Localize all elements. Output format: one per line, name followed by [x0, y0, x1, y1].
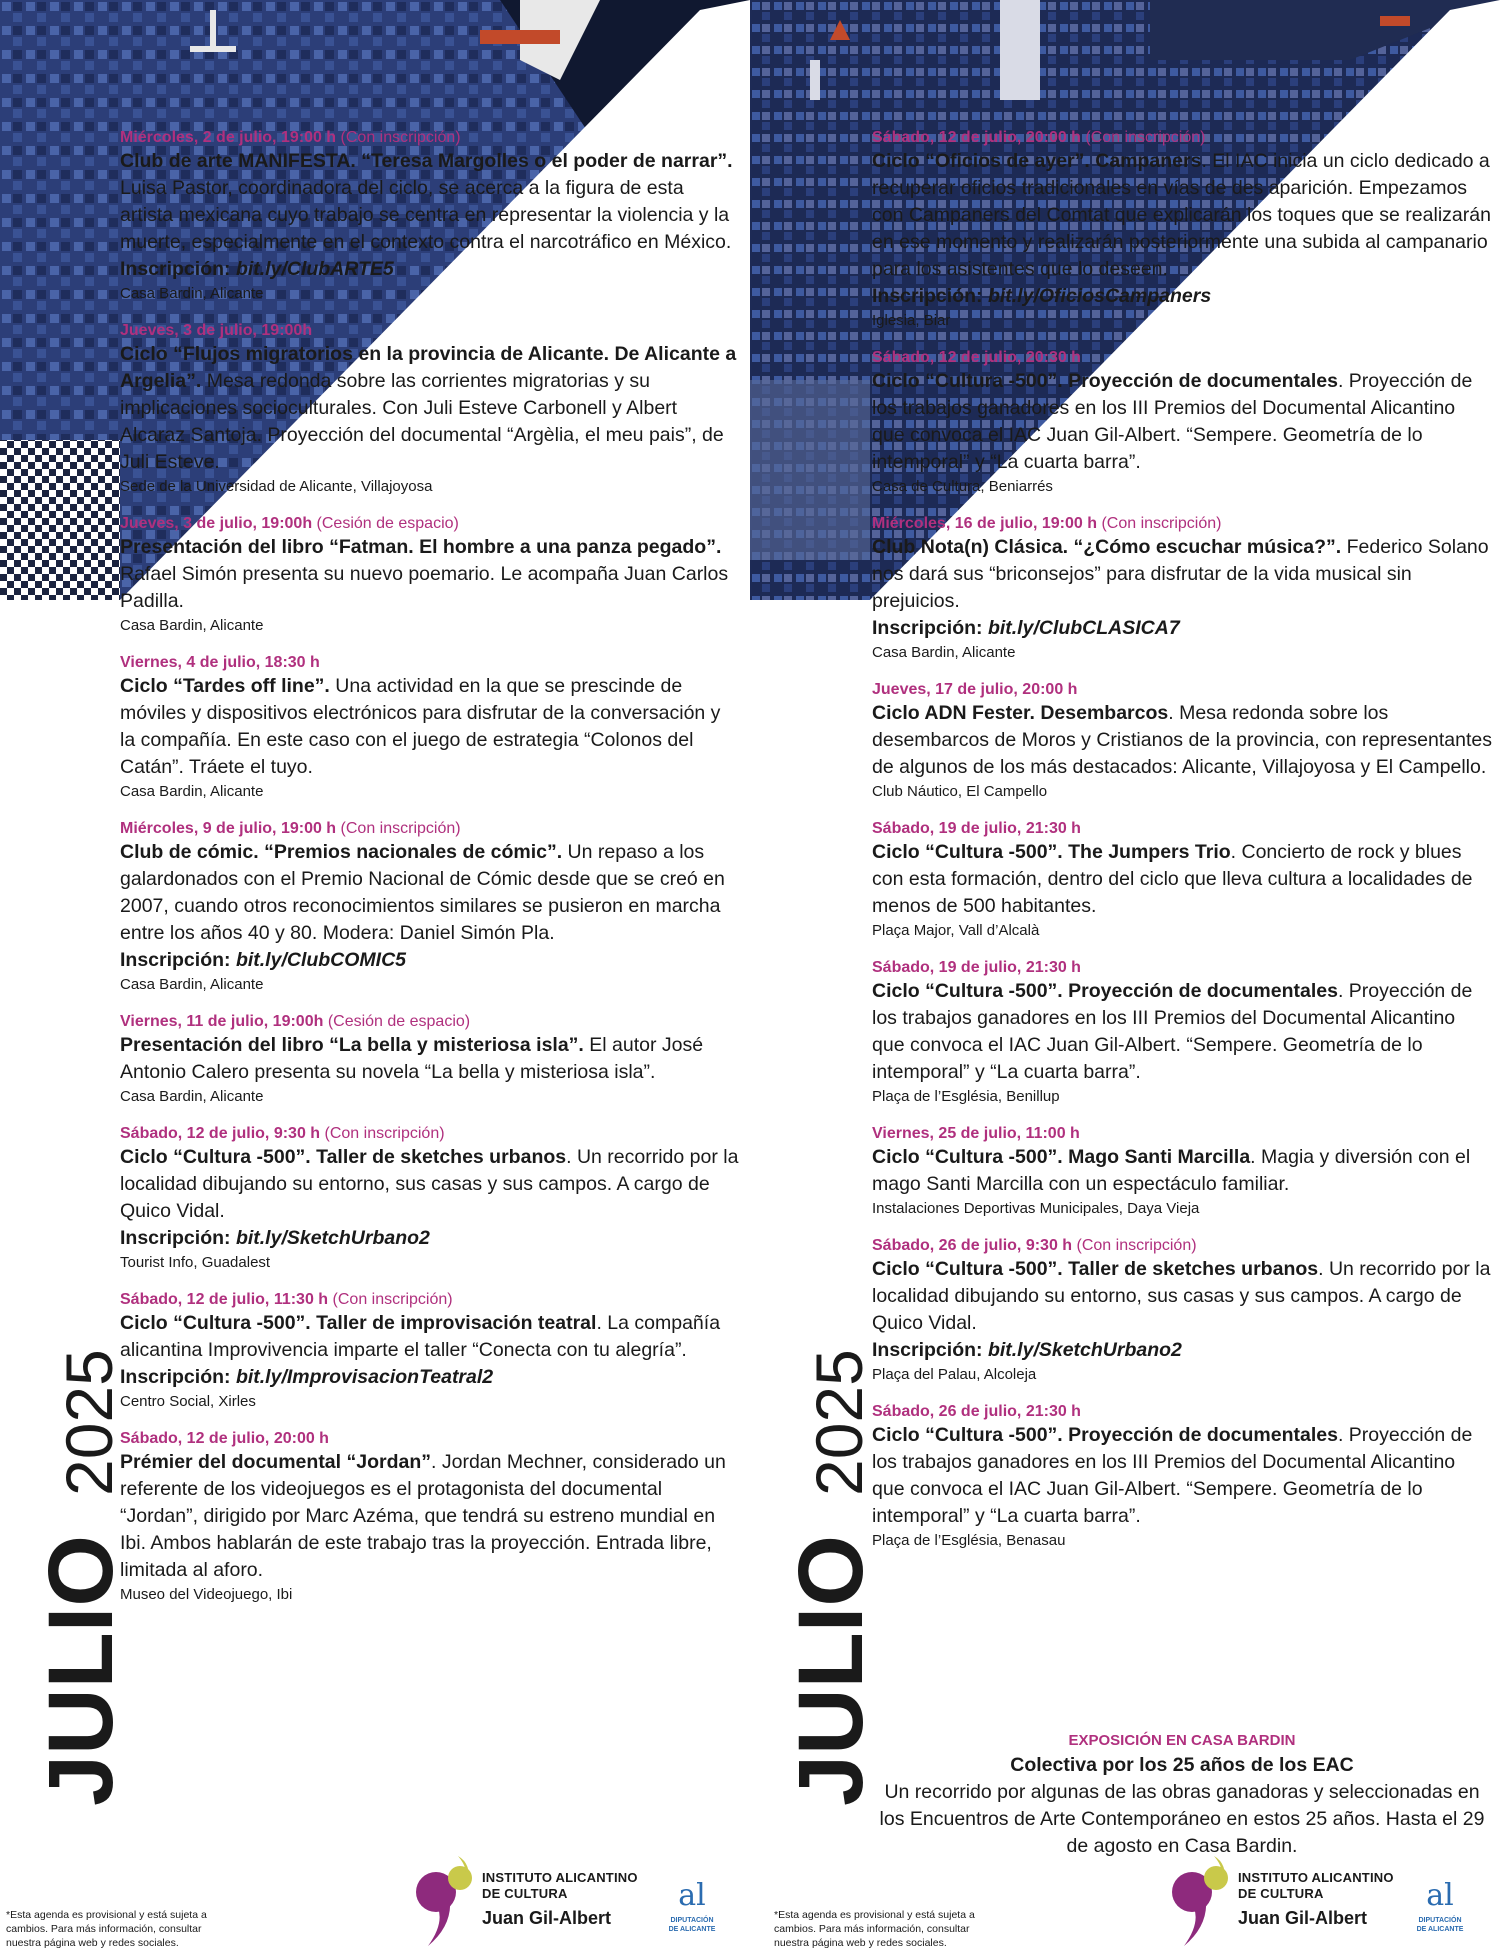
event-title: Ciclo “Cultura -500”. The Jumpers Trio [872, 841, 1231, 863]
event-location: Casa Bardin, Alicante [120, 976, 264, 993]
event-description [120, 534, 740, 615]
event-location: Casa Bardin, Alicante [872, 644, 1016, 661]
event-title: Ciclo “Cultura -500”. Taller de improvisación teatral [120, 1312, 597, 1334]
diputacion-text1: DIPUTACIÓN [1418, 1917, 1462, 1924]
diputacion-mark: al [1426, 1878, 1454, 1913]
footnote: *Esta agenda es provisional y está sujeta a cambios. Para más información, consultar nuestra página web y redes sociales. [6, 1909, 207, 1949]
event-location: Tourist Info, Guadalest [120, 1254, 271, 1271]
event-date: Sábado, 19 de julio, 21:30 h [872, 820, 1081, 837]
event-item [120, 128, 740, 304]
iac-logo [1170, 1848, 1400, 1948]
event-location: Casa Bardin, Alicante [120, 285, 264, 302]
year-label: 2025 [802, 1349, 876, 1496]
diputacion-logo [1410, 1876, 1470, 1946]
exhibition-heading: EXPOSICIÓN EN CASA BARDIN [1068, 1732, 1296, 1749]
event-body: Federico Solano nos dará sus “briconsejos” para disfrutar de la vida musical sin prejuicios. [872, 536, 1489, 612]
event-description [120, 839, 740, 947]
iac-logo-mark-icon [1170, 1856, 1240, 1948]
event-date: Sábado, 26 de julio, 9:30 h (Con inscripción) [872, 1237, 1197, 1254]
registration-link[interactable]: bit.ly/ClubCOMIC5 [235, 949, 407, 971]
event-description [120, 148, 740, 256]
diputacion-text2: DE ALICANTE [668, 1926, 716, 1933]
event-title: Ciclo “Cultura -500”. Proyección de documentales [872, 980, 1338, 1002]
event-date: Sábado, 12 de julio, 9:30 h (Con inscripción) [120, 1125, 445, 1142]
event-description [120, 1032, 740, 1086]
registration-link[interactable]: bit.ly/ClubCLASICA7 [987, 617, 1180, 639]
event-item [872, 1402, 1492, 1551]
event-title: Presentación del libro “La bella y misteriosa isla”. [120, 1034, 584, 1056]
event-date: Sábado, 26 de julio, 21:30 h [872, 1403, 1081, 1420]
event-description [872, 1256, 1492, 1337]
exhibition-title: Colectiva por los 25 años de los EAC [1010, 1754, 1354, 1776]
event-registration: Inscripción: bit.ly/ClubCOMIC5 [120, 949, 407, 971]
registration-link[interactable]: bit.ly/ImprovisacionTeatral2 [235, 1366, 494, 1388]
event-item [872, 819, 1492, 941]
diputacion-mark: al [678, 1878, 706, 1913]
event-item [872, 1124, 1492, 1219]
event-item [120, 1012, 740, 1107]
event-body: . Jordan Mechner, considerado un referente de los videojuegos es el protagonista del documental “Jordan”, dirigido por Marc Azéma, que tendrá su estreno mundial en Ibi. Ambos hablarán de este trabajo tras la proyección. Entrada libre, limitada al aforo. [120, 1451, 726, 1581]
event-location: Plaça de l’Església, Benasau [872, 1532, 1066, 1549]
diputacion-text2: DE ALICANTE [1416, 1926, 1464, 1933]
event-location: Plaça de l’Església, Benillup [872, 1088, 1060, 1105]
event-body: . Un recorrido por la localidad dibujando su entorno, sus casas y sus campos. A cargo de Quico Vidal. [120, 1146, 739, 1222]
month-label: JULIO [30, 1535, 132, 1806]
event-note: (Con inscripción) [1085, 129, 1206, 146]
event-date: Sábado, 12 de julio, 11:30 h (Con inscripción) [120, 1291, 453, 1308]
event-date: Jueves, 3 de julio, 19:00h (Cesión de espacio) [120, 515, 459, 532]
exhibition-block [872, 1730, 1492, 1860]
event-item [872, 1236, 1492, 1385]
event-title: Club de arte MANIFESTA. “Teresa Margolles o el poder de narrar”. [120, 150, 733, 172]
event-item [120, 321, 740, 497]
event-body: . Proyección de los trabajos ganadores en los III Premios del Documental Alicantino que convoca el IAC Juan Gil-Albert. “Sempere. Geometría de lo intemporal” y “La cuarta barra”. [872, 980, 1473, 1083]
logo-text-line1: INSTITUTO ALICANTINO DE CULTURA [1238, 1870, 1394, 1901]
event-title: Ciclo “Oficios de ayer”. Campaners [872, 150, 1202, 172]
event-title: Ciclo “Flujos migratorios en la provincia de Alicante. De Alicante a Argelia”. [120, 343, 737, 392]
event-body: Rafael Simón presenta su nuevo poemario. Le acompaña Juan Carlos Padilla. [120, 563, 729, 612]
event-title: Club de cómic. “Premios nacionales de cómic”. [120, 841, 563, 863]
event-body: . Magia y diversión con el mago Santi Marcilla con un espectáculo familiar. [872, 1146, 1471, 1195]
event-description [872, 978, 1492, 1086]
event-body: Un repaso a los galardonados con el Premio Nacional de Cómic desde que se creó en 2007, cuando otros reconocimientos similares se pusieron en marcha entre los años 40 y 80. Modera: Daniel Simón Pla. [120, 841, 725, 944]
event-body: Una actividad en la que se prescinde de móviles y dispositivos electrónicos para disfrutar de la conversación y la compañía. En este caso con el juego de estrategia “Colonos del Catán”. Tráete el tuyo. [120, 675, 721, 778]
event-description [872, 1144, 1492, 1198]
event-location: Casa Bardin, Alicante [120, 617, 264, 634]
event-title: Ciclo “Cultura -500”. Mago Santi Marcilla [872, 1146, 1251, 1168]
event-title: Club Nota(n) Clásica. “¿Cómo escuchar música?”. [872, 536, 1342, 558]
logo-text-line3: Juan Gil-Albert [482, 1908, 612, 1928]
event-item [120, 1124, 740, 1273]
event-body: Mesa redonda sobre las corrientes migratorias y su implicaciones socioculturales. Con Juli Esteve Carbonell y Albert Alcaraz Santoja. Proyección del documental “Argèlia, el meu pais”, de Juli Esteve. [120, 370, 724, 473]
event-note: (Con inscripción) [340, 129, 461, 146]
event-description [872, 368, 1492, 476]
event-body: . El IAC inicia un ciclo dedicado a recuperar oficios tradicionales en vías de des aparición. Empezamos con Campaners del Comtat que explicarán los toques que se realizarán en ese momento y realizarán posteriormente una subida al campanario para los asistentes que lo deseen. [872, 150, 1491, 280]
event-description [120, 1310, 740, 1364]
event-item [872, 348, 1492, 497]
footnote: *Esta agenda es provisional y está sujeta a cambios. Para más información, consultar nuestra página web y redes sociales. [774, 1909, 975, 1949]
event-date: Viernes, 4 de julio, 18:30 h [120, 654, 320, 671]
event-note: (Con inscripción) [1076, 1237, 1197, 1254]
event-date: Miércoles, 16 de julio, 19:00 h (Con inscripción) [872, 515, 1222, 532]
year-label: 2025 [52, 1349, 126, 1496]
event-title: Presentación del libro “Fatman. El hombre a una panza pegado”. [120, 536, 722, 558]
vertical-month-title [30, 1349, 132, 1806]
right-event-list [872, 128, 1492, 1568]
event-description [120, 341, 740, 476]
event-title: Ciclo “Cultura -500”. Taller de sketches urbanos [872, 1258, 1319, 1280]
event-body: El autor José Antonio Calero presenta su novela “La bella y misteriosa isla”. [120, 1034, 704, 1083]
iac-logo [414, 1848, 644, 1948]
event-registration: Inscripción: bit.ly/ClubARTE5 [120, 258, 394, 280]
event-title: Ciclo ADN Fester. Desembarcos [872, 702, 1169, 724]
event-location: Club Náutico, El Campello [872, 783, 1048, 800]
event-item [120, 819, 740, 995]
event-body: . Concierto de rock y blues con esta formación, dentro del ciclo que lleva cultura a localidades de menos de 500 habitantes. [872, 841, 1473, 917]
diputacion-text1: DIPUTACIÓN [670, 1917, 714, 1924]
event-item [872, 514, 1492, 663]
event-description [120, 673, 740, 781]
event-date: Jueves, 3 de julio, 19:00h [120, 322, 313, 339]
logo-text-line3: Juan Gil-Albert [1238, 1908, 1368, 1928]
event-item [872, 128, 1492, 331]
event-note: (Con inscripción) [324, 1125, 445, 1142]
registration-link[interactable]: bit.ly/SketchUrbano2 [987, 1339, 1182, 1361]
event-description [120, 1144, 740, 1225]
event-registration: Inscripción: bit.ly/ImprovisacionTeatral2 [120, 1366, 494, 1388]
event-description [872, 534, 1492, 615]
event-body: . Proyección de los trabajos ganadores en los III Premios del Documental Alicantino que convoca el IAC Juan Gil-Albert. “Sempere. Geometría de lo intemporal” y “La cuarta barra”. [872, 370, 1473, 473]
event-date: Jueves, 17 de julio, 20:00 h [872, 681, 1078, 698]
event-date: Miércoles, 9 de julio, 19:00 h (Con inscripción) [120, 820, 461, 837]
event-body: . La compañía alicantina Improvivencia imparte el taller “Conecta con tu alegría”. [120, 1312, 721, 1361]
event-body: Luisa Pastor, coordinadora del ciclo, se acerca a la figura de esta artista mexicana cuyo trabajo se centra en representar la violencia y la muerte, especialmente en el contexto contra el narcotráfico en México. [120, 177, 732, 253]
event-title: Ciclo “Cultura -500”. Proyección de documentales [872, 1424, 1338, 1446]
event-description [872, 700, 1492, 781]
event-title: Ciclo “Cultura -500”. Proyección de documentales [872, 370, 1338, 392]
event-item [872, 958, 1492, 1107]
event-registration: Inscripción: bit.ly/OficiosCampaners [872, 285, 1212, 307]
event-title: Ciclo “Tardes off line”. [120, 675, 330, 697]
event-body: . Un recorrido por la localidad dibujando su entorno, sus casas y sus campos. A cargo de Quico Vidal. [872, 1258, 1491, 1334]
diputacion-logo [662, 1876, 722, 1946]
registration-link[interactable]: bit.ly/SketchUrbano2 [235, 1227, 430, 1249]
event-location: Museo del Videojuego, Ibi [120, 1586, 293, 1603]
event-date: Sábado, 12 de julio, 20:00 h [120, 1430, 329, 1447]
event-date: Viernes, 11 de julio, 19:00h (Cesión de espacio) [120, 1013, 471, 1030]
event-item [120, 1429, 740, 1605]
event-description [120, 1449, 740, 1584]
event-date: Viernes, 25 de julio, 11:00 h [872, 1125, 1080, 1142]
event-location: Casa Bardin, Alicante [120, 783, 264, 800]
event-date: Sábado, 12 de julio, 20:30 h [872, 349, 1081, 366]
event-registration: Inscripción: bit.ly/ClubCLASICA7 [872, 617, 1180, 639]
event-location: Iglesia, Biar [872, 312, 951, 329]
logo-text-line1: INSTITUTO ALICANTINO DE CULTURA [482, 1870, 638, 1901]
iac-logo-mark-icon [414, 1856, 484, 1948]
event-item [872, 680, 1492, 802]
event-item [120, 653, 740, 802]
registration-link[interactable]: bit.ly/OficiosCampaners [987, 285, 1212, 307]
registration-link[interactable]: bit.ly/ClubARTE5 [235, 258, 394, 280]
event-note: (Cesión de espacio) [316, 515, 459, 532]
event-date: Miércoles, 2 de julio, 19:00 h (Con inscripción) [120, 129, 461, 146]
event-description [872, 839, 1492, 920]
event-body: . Mesa redonda sobre los desembarcos de Moros y Cristianos de la provincia, con representantes de algunos de los más destacados: Alicante, Villajoyosa y El Campello. [872, 702, 1492, 778]
event-location: Casa Bardin, Alicante [120, 1088, 264, 1105]
event-note: (Con inscripción) [340, 820, 461, 837]
left-event-list [120, 128, 740, 1622]
event-location: Sede de la Universidad de Alicante, Villajoyosa [120, 478, 433, 495]
event-registration: Inscripción: bit.ly/SketchUrbano2 [872, 1339, 1182, 1361]
event-registration: Inscripción: bit.ly/SketchUrbano2 [120, 1227, 430, 1249]
event-item [120, 1290, 740, 1412]
event-description [872, 148, 1492, 283]
event-location: Plaça Major, Vall d’Alcalà [872, 922, 1040, 939]
event-note: (Con inscripción) [332, 1291, 453, 1308]
month-label: JULIO [780, 1535, 882, 1806]
vertical-month-title [780, 1349, 882, 1806]
event-location: Casa de Cultura, Beniarrés [872, 478, 1053, 495]
event-title: Ciclo “Cultura -500”. Taller de sketches urbanos [120, 1146, 567, 1168]
right-panel [750, 0, 1500, 1956]
event-item [120, 514, 740, 636]
event-location: Plaça del Palau, Alcoleja [872, 1366, 1037, 1383]
event-title: Prémier del documental “Jordan” [120, 1451, 432, 1473]
event-description [872, 1422, 1492, 1530]
event-location: Centro Social, Xirles [120, 1393, 256, 1410]
exhibition-description: Un recorrido por algunas de las obras ganadoras y seleccionadas en los Encuentros de Arte Contemporáneo en estos 25 años. Hasta el 29 de agosto en Casa Bardin. [879, 1781, 1485, 1857]
event-location: Instalaciones Deportivas Municipales, Daya Vieja [872, 1200, 1200, 1217]
event-note: (Con inscripción) [1101, 515, 1222, 532]
event-note: (Cesión de espacio) [327, 1013, 471, 1030]
event-date: Sábado, 19 de julio, 21:30 h [872, 959, 1081, 976]
event-date: Sábado, 12 de julio, 20:00 h (Con inscripción) [872, 129, 1206, 146]
event-body: . Proyección de los trabajos ganadores en los III Premios del Documental Alicantino que convoca el IAC Juan Gil-Albert. “Sempere. Geometría de lo intemporal” y “La cuarta barra”. [872, 1424, 1473, 1527]
